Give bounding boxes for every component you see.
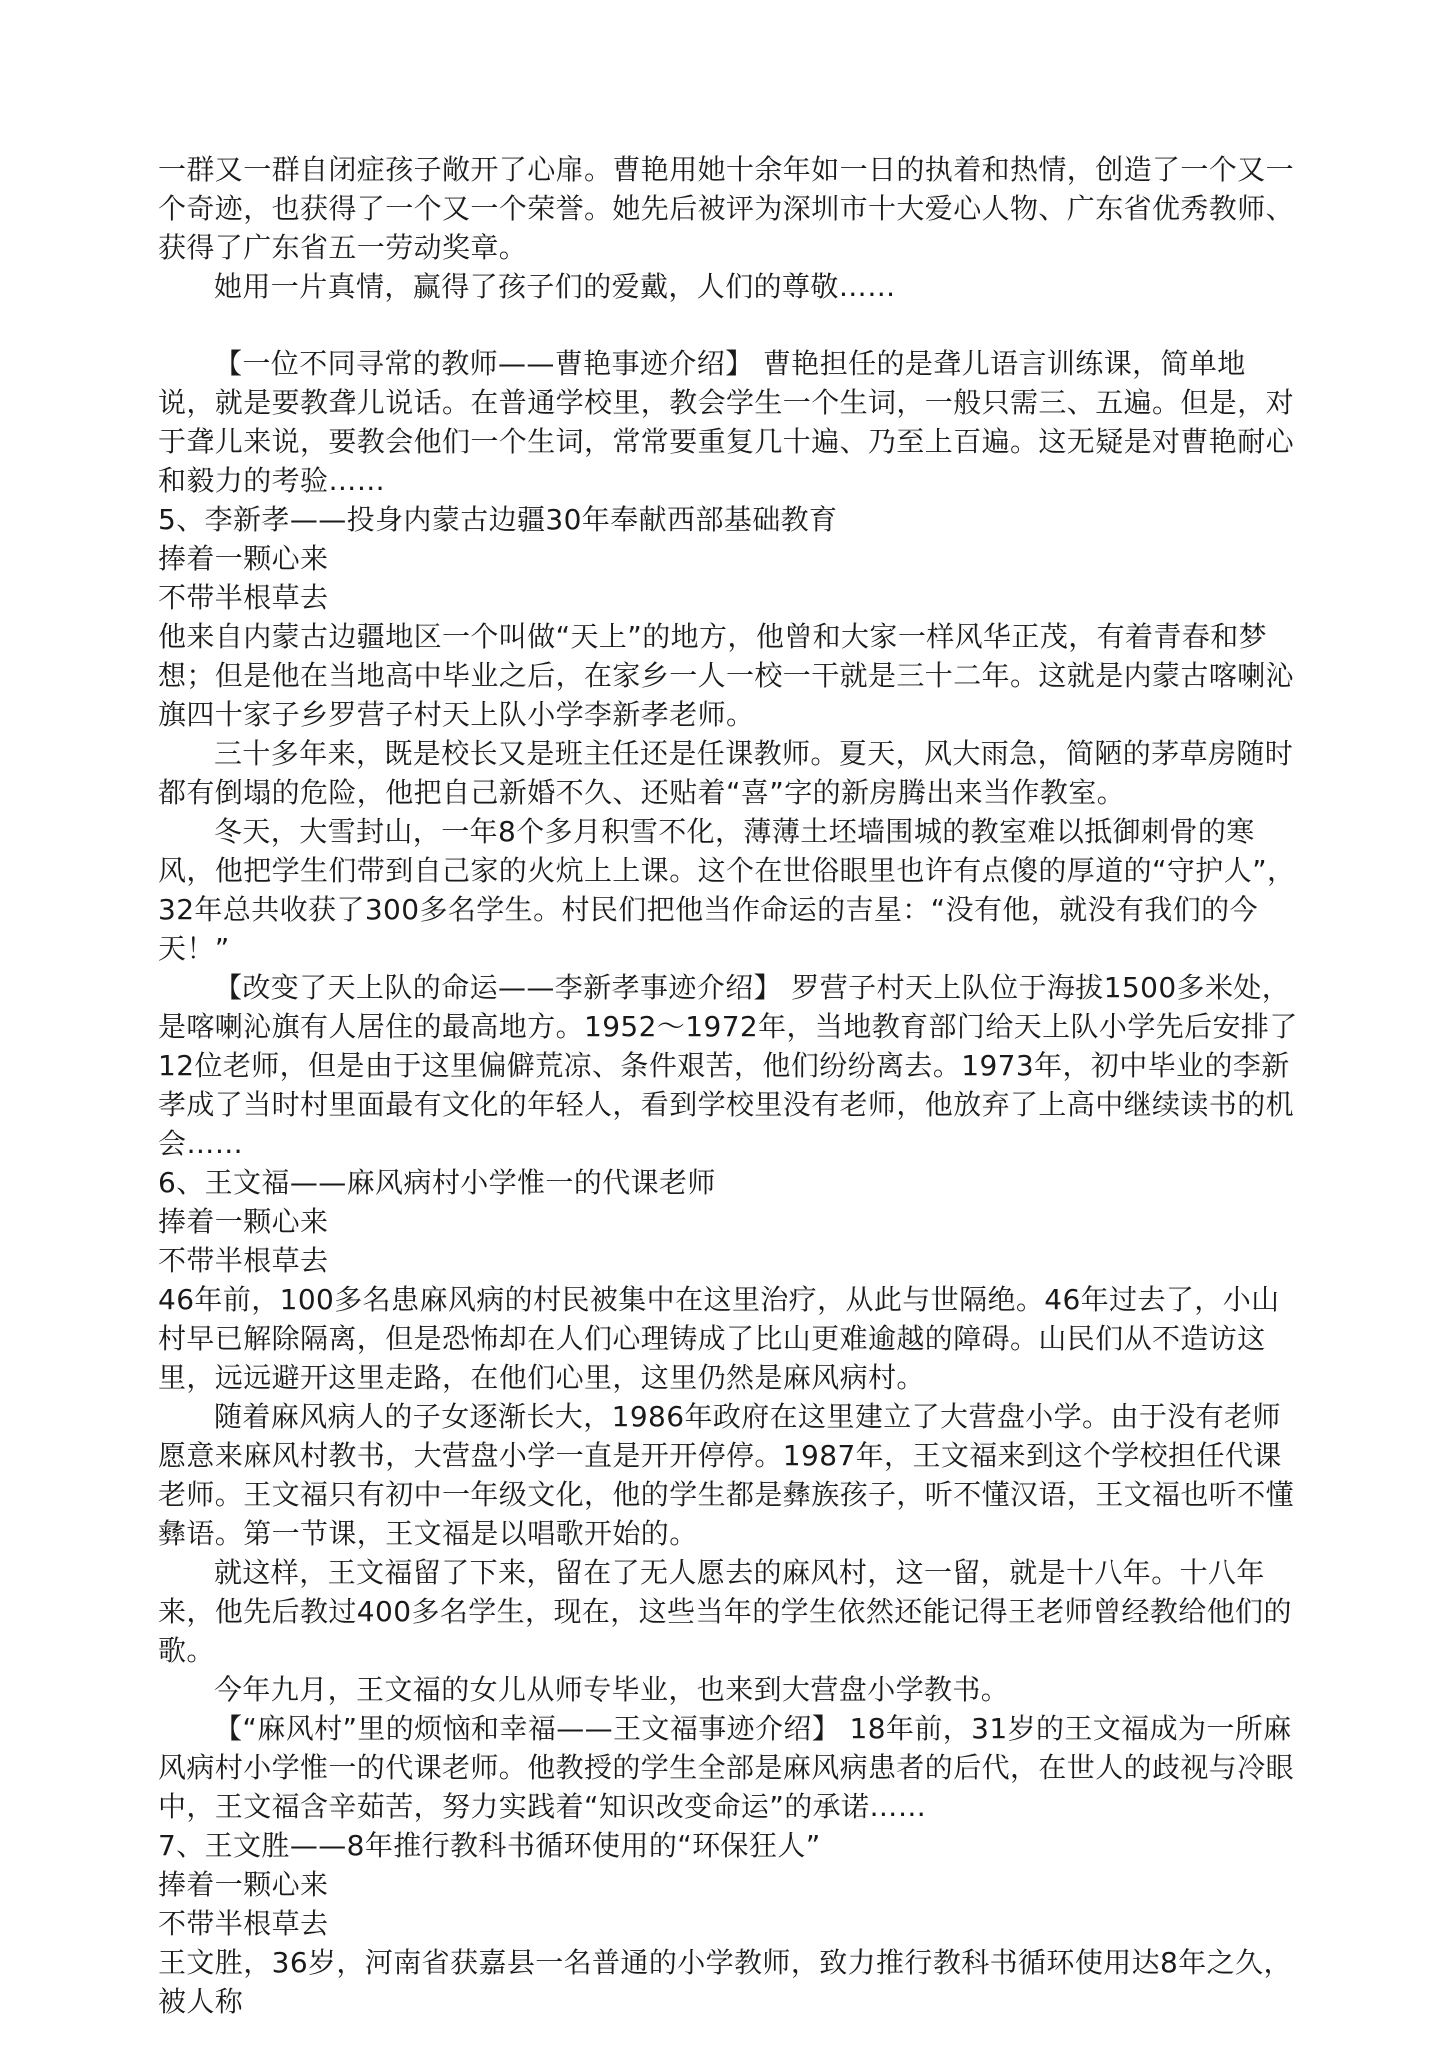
- section-heading: 5、李新孝——投身内蒙古边疆30年奉献西部基础教育: [158, 503, 838, 536]
- paragraph: 三十多年来，既是校长又是班主任还是任课教师。夏天，风大雨急，简陋的茅草房随时都有倒塌的危险，他把自己新婚不久、还贴着“喜”字的新房腾出来当作教室。: [158, 737, 1294, 809]
- paragraph: 【一位不同寻常的教师——曹艳事迹介绍】 曹艳担任的是聋儿语言训练课，简单地说，就是要教聋儿说话。在普通学校里，教会学生一个生词，一般只需三、五遍。但是，对于聋儿来说，要教会他们一个生词，常常要重复几十遍、乃至上百遍。这无疑是对曹艳耐心和毅力的考验……: [158, 347, 1295, 497]
- paragraph: 一群又一群自闭症孩子敞开了心扉。曹艳用她十余年如一日的执着和热情，创造了一个又一个奇迹，也获得了一个又一个荣誉。她先后被评为深圳市十大爱心人物、广东省优秀教师、获得了广东省五一劳动奖章。: [158, 153, 1295, 264]
- paragraph: 王文胜，36岁，河南省获嘉县一名普通的小学教师，致力推行教科书循环使用达8年之久，被人称: [158, 1946, 1292, 2018]
- motto-line: 不带半根草去: [158, 1907, 329, 1940]
- motto-line: 不带半根草去: [158, 581, 329, 614]
- paragraph-gap: [158, 306, 1300, 344]
- paragraph: 【“麻风村”里的烦恼和幸福——王文福事迹介绍】 18年前，31岁的王文福成为一所麻风病村小学惟一的代课老师。他教授的学生全部是麻风病患者的后代，在世人的歧视与冷眼中，王文福含辛茹苦，努力实践着“知识改变命运”的承诺……: [158, 1712, 1295, 1823]
- motto-line: 不带半根草去: [158, 1244, 329, 1277]
- paragraph: 冬天，大雪封山，一年8个多月积雪不化，薄薄土坯墙围城的教室难以抵御刺骨的寒风，他把学生们带到自己家的火炕上上课。这个在世俗眼里也许有点傻的厚道的“守护人”，32年总共收获了300多名学生。村民们把他当作命运的吉星：“没有他，就没有我们的今天！”: [158, 815, 1296, 965]
- motto-line: 捧着一颗心来: [158, 1205, 329, 1238]
- paragraph: 她用一片真情，赢得了孩子们的爱戴，人们的尊敬……: [214, 270, 896, 303]
- paragraph: 46年前，100多名患麻风病的村民被集中在这里治疗，从此与世隔绝。46年过去了，小山村早已解除隔离，但是恐怖却在人们心理铸成了比山更难逾越的障碍。山民们从不造访这里，远远避开这里走路，在他们心里，这里仍然是麻风病村。: [158, 1283, 1280, 1394]
- paragraph: 今年九月，王文福的女儿从师专毕业，也来到大营盘小学教书。: [214, 1673, 1010, 1706]
- paragraph: 随着麻风病人的子女逐渐长大，1986年政府在这里建立了大营盘小学。由于没有老师愿意来麻风村教书，大营盘小学一直是开开停停。1987年，王文福来到这个学校担任代课老师。王文福只有初中一年级文化，他的学生都是彝族孩子，听不懂汉语，王文福也听不懂彝语。第一节课，王文福是以唱歌开始的。: [158, 1400, 1295, 1550]
- motto-line: 捧着一颗心来: [158, 1868, 329, 1901]
- section-heading: 6、王文福——麻风病村小学惟一的代课老师: [158, 1166, 716, 1199]
- paragraph: 就这样，王文福留了下来，留在了无人愿去的麻风村，这一留，就是十八年。十八年来，他先后教过400多名学生，现在，这些当年的学生依然还能记得王老师曾经教给他们的歌。: [158, 1556, 1292, 1667]
- document-page: [158, 150, 1300, 2021]
- motto-line: 捧着一颗心来: [158, 542, 329, 575]
- paragraph: 【改变了天上队的命运——李新孝事迹介绍】 罗营子村天上队位于海拔1500多米处，是喀喇沁旗有人居住的最高地方。1952～1972年，当地教育部门给天上队小学先后安排了12位老师，但是由于这里偏僻荒凉、条件艰苦，他们纷纷离去。1973年，初中毕业的李新孝成了当时村里面最有文化的年轻人，看到学校里没有老师，他放弃了上高中继续读书的机会……: [158, 971, 1298, 1160]
- paragraph: 他来自内蒙古边疆地区一个叫做“天上”的地方，他曾和大家一样风华正茂，有着青春和梦想；但是他在当地高中毕业之后，在家乡一人一校一干就是三十二年。这就是内蒙古喀喇沁旗四十家子乡罗营子村天上队小学李新孝老师。: [158, 620, 1295, 731]
- section-heading: 7、王文胜——8年推行教科书循环使用的“环保狂人”: [158, 1829, 821, 1862]
